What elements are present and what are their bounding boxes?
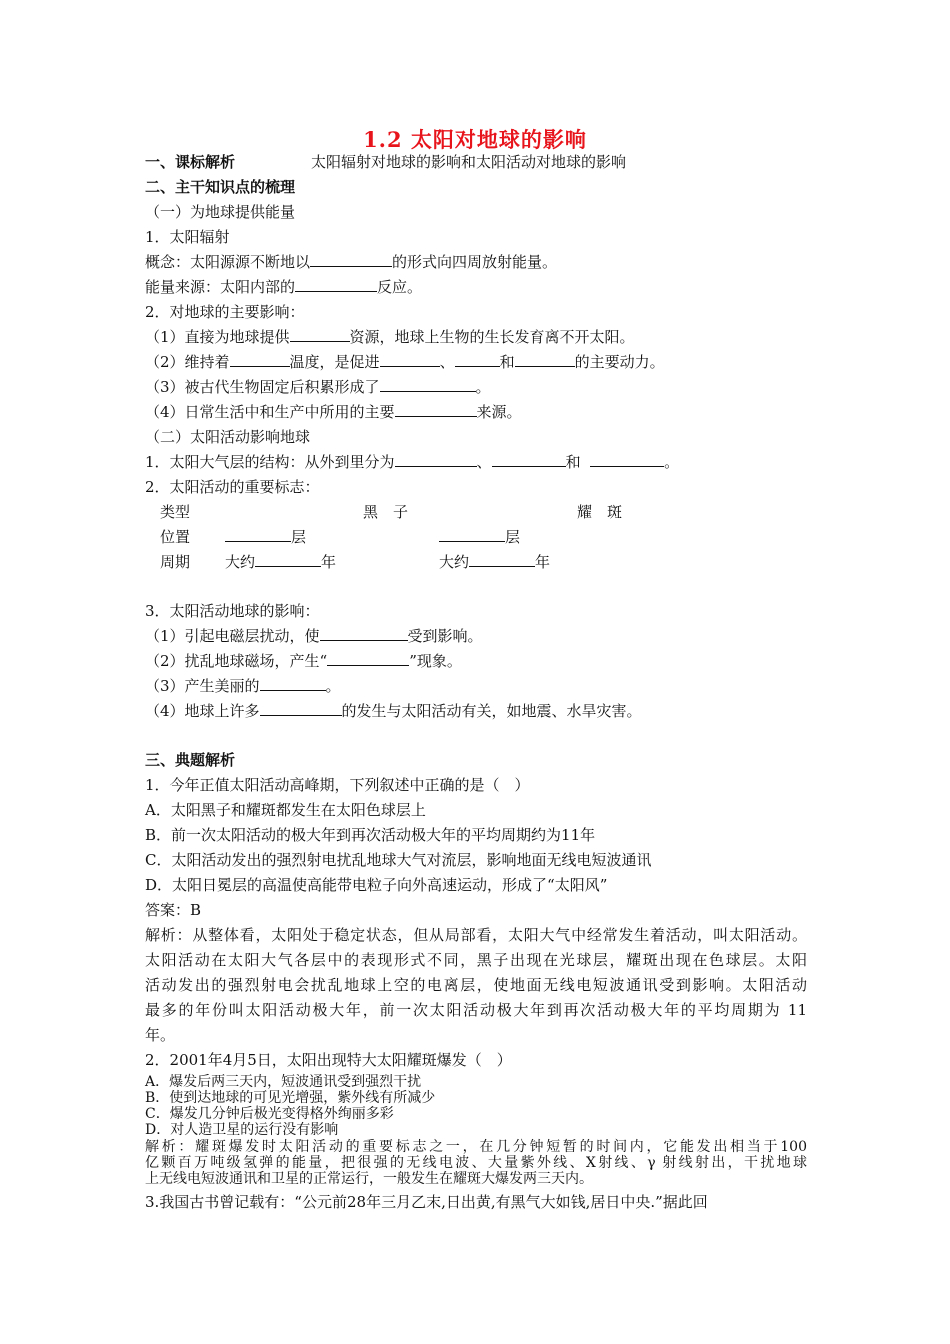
- fill-blank[interactable]: [290, 327, 350, 342]
- q2-analysis-line: 解析：耀斑爆发时太阳活动的重要标志之一，在几分钟短暂的时间内，它能发出相当于100: [145, 1139, 807, 1155]
- about-label: 大约: [439, 553, 470, 571]
- q2-analysis-line: 上无线电短波通讯和卫星的正常运行，一般发生在耀斑大爆发两三天内。: [145, 1171, 593, 1187]
- table-position-label: 位置: [160, 528, 191, 546]
- q2-option-d: D．对人造卫星的运行没有影响: [145, 1122, 339, 1138]
- section-1: [145, 152, 235, 172]
- q1-analysis-line: 最多的年份叫太阳活动极大年，前一次太阳活动极大年到再次活动极大年的平均周期为 11: [145, 1001, 807, 1019]
- table-col-sunspot: 黑 子: [363, 503, 409, 521]
- year-unit: 年: [321, 553, 337, 571]
- fill-blank[interactable]: [395, 452, 477, 467]
- q1-option-a: A．太阳黑子和耀斑都发生在太阳色球层上: [145, 801, 426, 819]
- effect-1-a: （1）引起电磁层扰动，使: [145, 627, 320, 645]
- q1-analysis-line: 年。: [145, 1026, 176, 1044]
- structure-a: 1．太阳大气层的结构：从外到里分为: [145, 453, 395, 471]
- about-label: 大约: [225, 553, 256, 571]
- fill-blank[interactable]: [230, 352, 290, 367]
- q2-option-a: A．爆发后两三天内，短波通讯受到强烈干扰: [145, 1074, 422, 1090]
- fill-blank[interactable]: [395, 402, 477, 417]
- structure-c: 和: [565, 453, 581, 471]
- source-line: [145, 277, 422, 297]
- q2-option-c: C．爆发几分钟后极光变得格外绚丽多彩: [145, 1106, 394, 1122]
- sunspot-period: [225, 552, 336, 572]
- impact-3-b: 。: [475, 378, 491, 396]
- layer-unit: 层: [505, 528, 521, 546]
- fill-blank[interactable]: [255, 552, 321, 567]
- impact-4-a: （4）日常生活中和生产中所用的主要: [145, 403, 395, 421]
- effect-line-3: [145, 676, 341, 696]
- fill-blank[interactable]: [310, 252, 392, 267]
- impact-3-a: （3）被古代生物固定后积累形成了: [145, 378, 380, 396]
- fill-blank[interactable]: [455, 352, 500, 367]
- effect-4-b: 的发生与太阳活动有关，如地震、水旱灾害。: [341, 702, 642, 720]
- section-1-heading: 一、课标解析: [145, 153, 236, 171]
- table-col-flare: 耀 斑: [577, 503, 623, 521]
- q1-analysis-line: 解析：从整体看，太阳处于稳定状态，但从局部看，太阳大气中经常发生着活动，叫太阳活动。: [145, 926, 807, 944]
- q2-analysis-line: 亿颗百万吨级氢弹的能量，把很强的无线电波、大量紫外线、X射线、γ 射线射出，干扰地球: [145, 1155, 807, 1171]
- part-1-heading: （一）为地球提供能量: [145, 203, 296, 221]
- impact-line-1: [145, 327, 635, 347]
- fill-blank[interactable]: [515, 352, 575, 367]
- table-type-label: 类型: [160, 503, 191, 521]
- q1-analysis-line: 太阳活动在太阳大气各层中的表现形式不同，黑子出现在光球层，耀斑出现在色球层。太阳: [145, 951, 807, 969]
- impact-2-e: 的主要动力。: [574, 353, 665, 371]
- fill-blank[interactable]: [295, 277, 377, 292]
- source-text-b: 反应。: [377, 278, 423, 296]
- effect-4-a: （4）地球上许多: [145, 702, 260, 720]
- effect-3-a: （3）产生美丽的: [145, 677, 260, 695]
- structure-b: 、: [476, 453, 492, 471]
- impact-1-b: 资源，地球上生物的生长发育离不开太阳。: [349, 328, 635, 346]
- layer-unit: 层: [291, 528, 307, 546]
- fill-blank[interactable]: [469, 552, 535, 567]
- fill-blank[interactable]: [225, 527, 291, 542]
- concept-line: [145, 252, 557, 272]
- effect-line-2: [145, 651, 462, 671]
- q1-option-c: C．太阳活动发出的强烈射电扰乱地球大气对流层，影响地面无线电短波通讯: [145, 851, 652, 869]
- impact-2-c: 、: [439, 353, 455, 371]
- fill-blank[interactable]: [492, 452, 566, 467]
- flare-position: [439, 527, 520, 547]
- item-2-title: 2．对地球的主要影响：: [145, 303, 305, 321]
- year-unit: 年: [535, 553, 551, 571]
- section-2-heading: 二、主干知识点的梳理: [145, 178, 296, 196]
- marks-title: 2．太阳活动的重要标志：: [145, 478, 320, 496]
- structure-d: 。: [664, 453, 680, 471]
- impact-2-b: 温度，是促进: [289, 353, 380, 371]
- section-3-heading: 三、典题解析: [145, 751, 236, 769]
- impact-line-2: [145, 352, 665, 372]
- effect-2-a: （2）扰乱地球磁场，产生“: [145, 652, 328, 670]
- fill-blank[interactable]: [439, 527, 505, 542]
- q1-answer: 答案：B: [145, 901, 202, 919]
- item-1-title: 1．太阳辐射: [145, 228, 230, 246]
- part-2-heading: （二）太阳活动影响地球: [145, 428, 311, 446]
- impact-2-a: （2）维持着: [145, 353, 230, 371]
- impact-line-4: [145, 402, 522, 422]
- effect-2-b: ”现象。: [409, 652, 462, 670]
- effects-title: 3．太阳活动地球的影响：: [145, 602, 320, 620]
- page-title: 1.2 太阳对地球的影响: [363, 127, 587, 152]
- impact-4-b: 来源。: [476, 403, 522, 421]
- effect-1-b: 受到影响。: [407, 627, 483, 645]
- q3-stem: 3.我国古书曾记载有：“公元前28年三月乙末,日出黄,有黑气大如钱,居日中央.”据此回: [145, 1193, 708, 1211]
- impact-2-d: 和: [499, 353, 515, 371]
- effect-line-1: [145, 626, 483, 646]
- fill-blank[interactable]: [320, 626, 408, 641]
- effect-line-4: [145, 701, 642, 721]
- impact-1-a: （1）直接为地球提供: [145, 328, 290, 346]
- q1-stem: 1．今年正值太阳活动高峰期，下列叙述中正确的是（ ）: [145, 776, 530, 794]
- effect-3-b: 。: [325, 677, 341, 695]
- source-text-a: 能量来源：太阳内部的: [145, 278, 296, 296]
- structure-line: [145, 452, 679, 472]
- q1-option-d: D．太阳日冕层的高温使高能带电粒子向外高速运动，形成了“太阳风”: [145, 876, 608, 894]
- concept-text-a: 概念：太阳源源不断地以: [145, 253, 311, 271]
- concept-text-b: 的形式向四周放射能量。: [392, 253, 558, 271]
- fill-blank[interactable]: [260, 676, 326, 691]
- q2-stem: 2．2001年4月5日，太阳出现特大太阳耀斑爆发（ ）: [145, 1051, 512, 1069]
- section-1-text: 太阳辐射对地球的影响和太阳活动对地球的影响: [311, 153, 627, 171]
- fill-blank[interactable]: [260, 701, 342, 716]
- q1-option-b: B．前一次太阳活动的极大年到再次活动极大年的平均周期约为11年: [145, 826, 596, 844]
- impact-line-3: [145, 377, 491, 397]
- table-period-label: 周期: [160, 553, 191, 571]
- fill-blank[interactable]: [380, 352, 440, 367]
- fill-blank[interactable]: [380, 377, 476, 392]
- q2-option-b: B．使到达地球的可见光增强，紫外线有所减少: [145, 1090, 436, 1106]
- q1-analysis-line: 活动发出的强烈射电会扰乱地球上空的电离层，使地面无线电短波通讯受到影响。太阳活动: [145, 976, 807, 994]
- flare-period: [439, 552, 550, 572]
- fill-blank[interactable]: [590, 452, 664, 467]
- sunspot-position: [225, 527, 306, 547]
- fill-blank[interactable]: [327, 651, 409, 666]
